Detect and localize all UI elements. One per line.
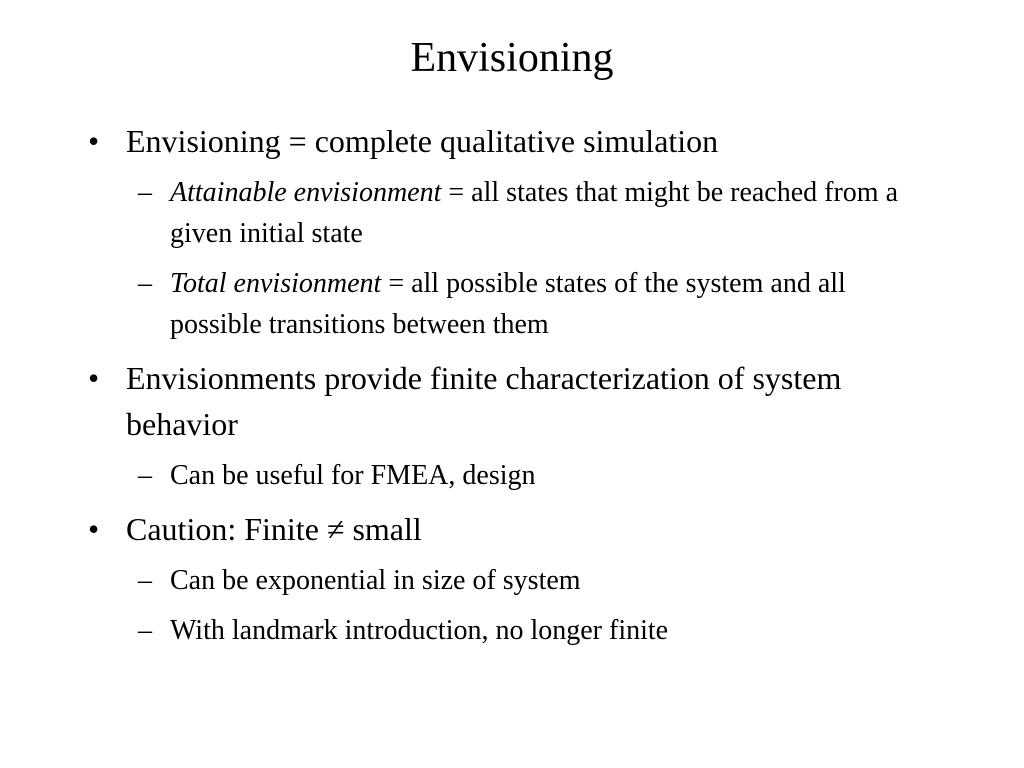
bullet-finite-characterization: [88, 355, 918, 447]
bullet-marker: •: [88, 360, 100, 396]
sub-list-envisioning: [88, 172, 918, 345]
sub-attainable-envisionment: [88, 172, 918, 254]
sub-text: With landmark introduction, no longer finite: [170, 615, 669, 646]
sub-exponential-size: [88, 560, 918, 601]
bullet-marker: •: [88, 123, 100, 159]
bullet-text: Caution: Finite ≠ small: [126, 511, 422, 547]
sub-text: Can be useful for FMEA, design: [170, 460, 536, 491]
slide-content: [88, 118, 918, 661]
sub-marker: –: [138, 565, 152, 596]
term-total-envisionment: Total envisionment: [170, 268, 382, 299]
bullet-caution: [88, 506, 918, 552]
sub-list-caution: [88, 560, 918, 651]
sub-marker: –: [138, 268, 152, 299]
sub-landmark-introduction: [88, 610, 918, 651]
slide-title: Envisioning: [410, 35, 614, 81]
bullet-text: Envisioning = complete qualitative simulation: [126, 123, 719, 159]
sub-fmea-design: [88, 455, 918, 496]
bullet-marker: •: [88, 511, 100, 547]
bullet-envisioning-definition: [88, 118, 918, 164]
sub-marker: –: [138, 615, 152, 646]
sub-list-finite: [88, 455, 918, 496]
bullet-text: Envisionments provide finite characterization of system behavior: [126, 360, 842, 442]
sub-text: Can be exponential in size of system: [170, 565, 581, 596]
sub-marker: –: [138, 177, 152, 208]
term-attainable-envisionment: Attainable envisionment: [170, 177, 442, 208]
sub-total-envisionment: [88, 263, 918, 345]
sub-text: = all possible states of the system and all possible transitions between them: [170, 268, 846, 340]
sub-marker: –: [138, 460, 152, 491]
sub-text: = all states that might be reached from a given initial state: [170, 177, 899, 249]
